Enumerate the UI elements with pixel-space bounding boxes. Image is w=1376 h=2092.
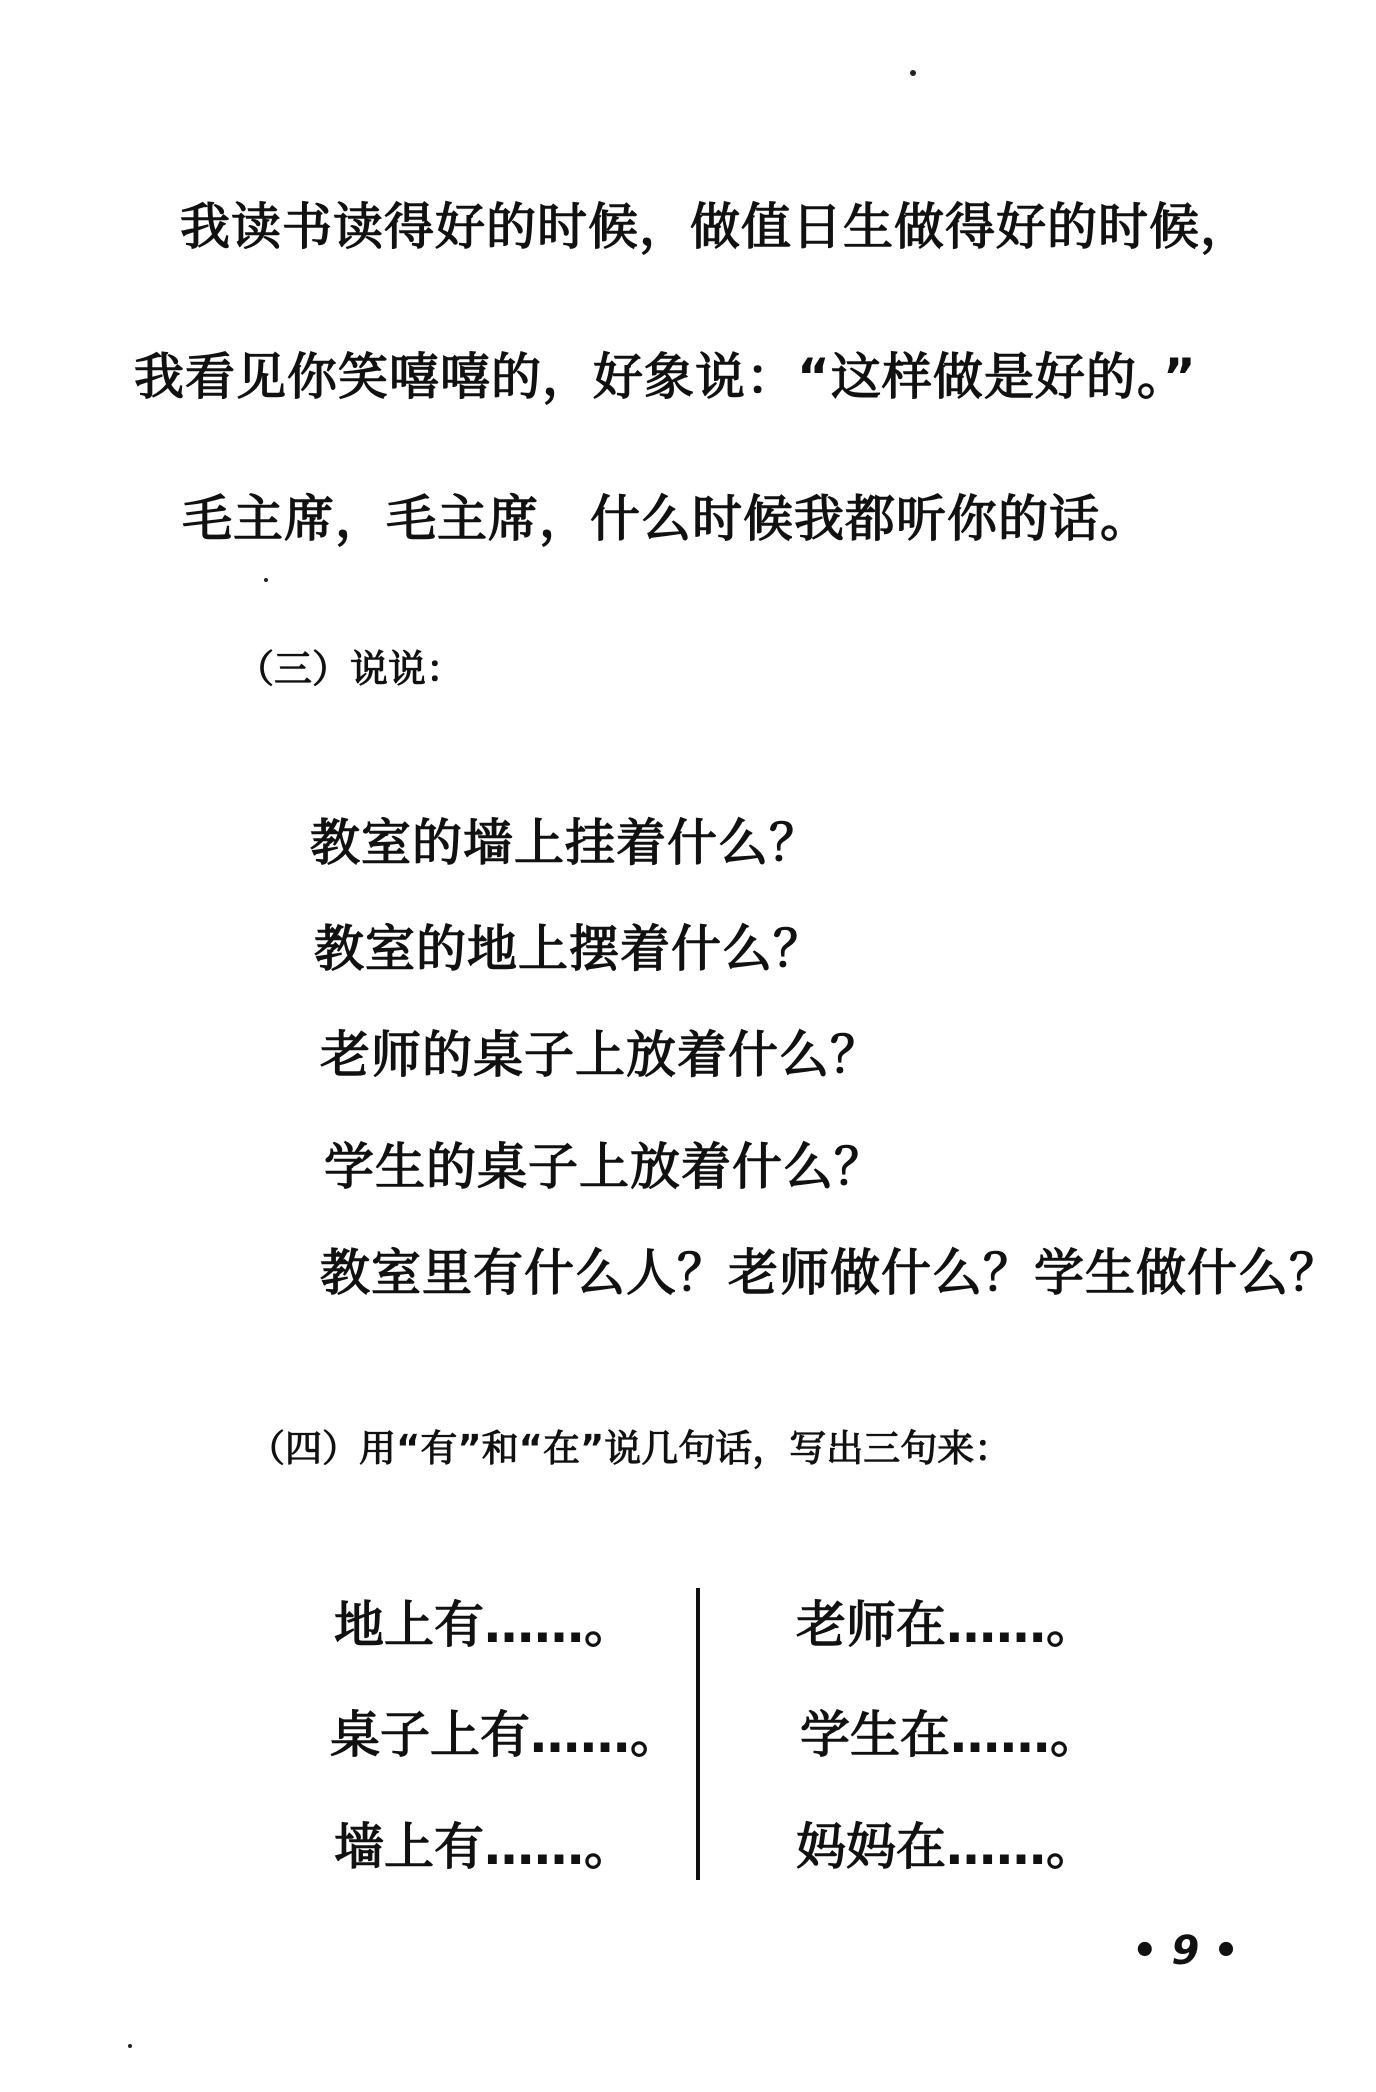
scan-speck (910, 70, 916, 76)
left-sentence-3: 墙上有……。 (334, 1818, 634, 1876)
poem-line-1: 我读书读得好的时候，做值日生做得好的时候， (180, 198, 1251, 256)
question-1: 教室的墙上挂着什么？ (310, 814, 820, 872)
left-sentence-2: 桌子上有……。 (330, 1706, 680, 1764)
right-sentence-1: 老师在……。 (796, 1596, 1096, 1654)
scan-speck (264, 578, 268, 582)
right-sentence-2: 学生在……。 (800, 1706, 1100, 1764)
column-divider (696, 1588, 700, 1880)
scan-speck (128, 2044, 132, 2048)
poem-line-2: 我看见你笑嘻嘻的，好象说：“这样做是好的。” (134, 348, 1197, 406)
question-5: 教室里有什么人？老师做什么？学生做什么？ (320, 1244, 1340, 1302)
poem-line-3: 毛主席，毛主席，什么时候我都听你的话。 (182, 490, 1151, 548)
section-3-heading: （三）说说： (236, 647, 465, 691)
page-number: • 9 • (1132, 1928, 1239, 1974)
right-sentence-3: 妈妈在……。 (796, 1818, 1096, 1876)
left-sentence-1: 地上有……。 (334, 1596, 634, 1654)
question-2: 教室的地上摆着什么？ (314, 920, 824, 978)
question-3: 老师的桌子上放着什么？ (320, 1026, 881, 1084)
question-4: 学生的桌子上放着什么？ (324, 1138, 885, 1196)
section-4-heading: （四）用“有”和“在”说几句话，写出三句来： (248, 1427, 1012, 1470)
